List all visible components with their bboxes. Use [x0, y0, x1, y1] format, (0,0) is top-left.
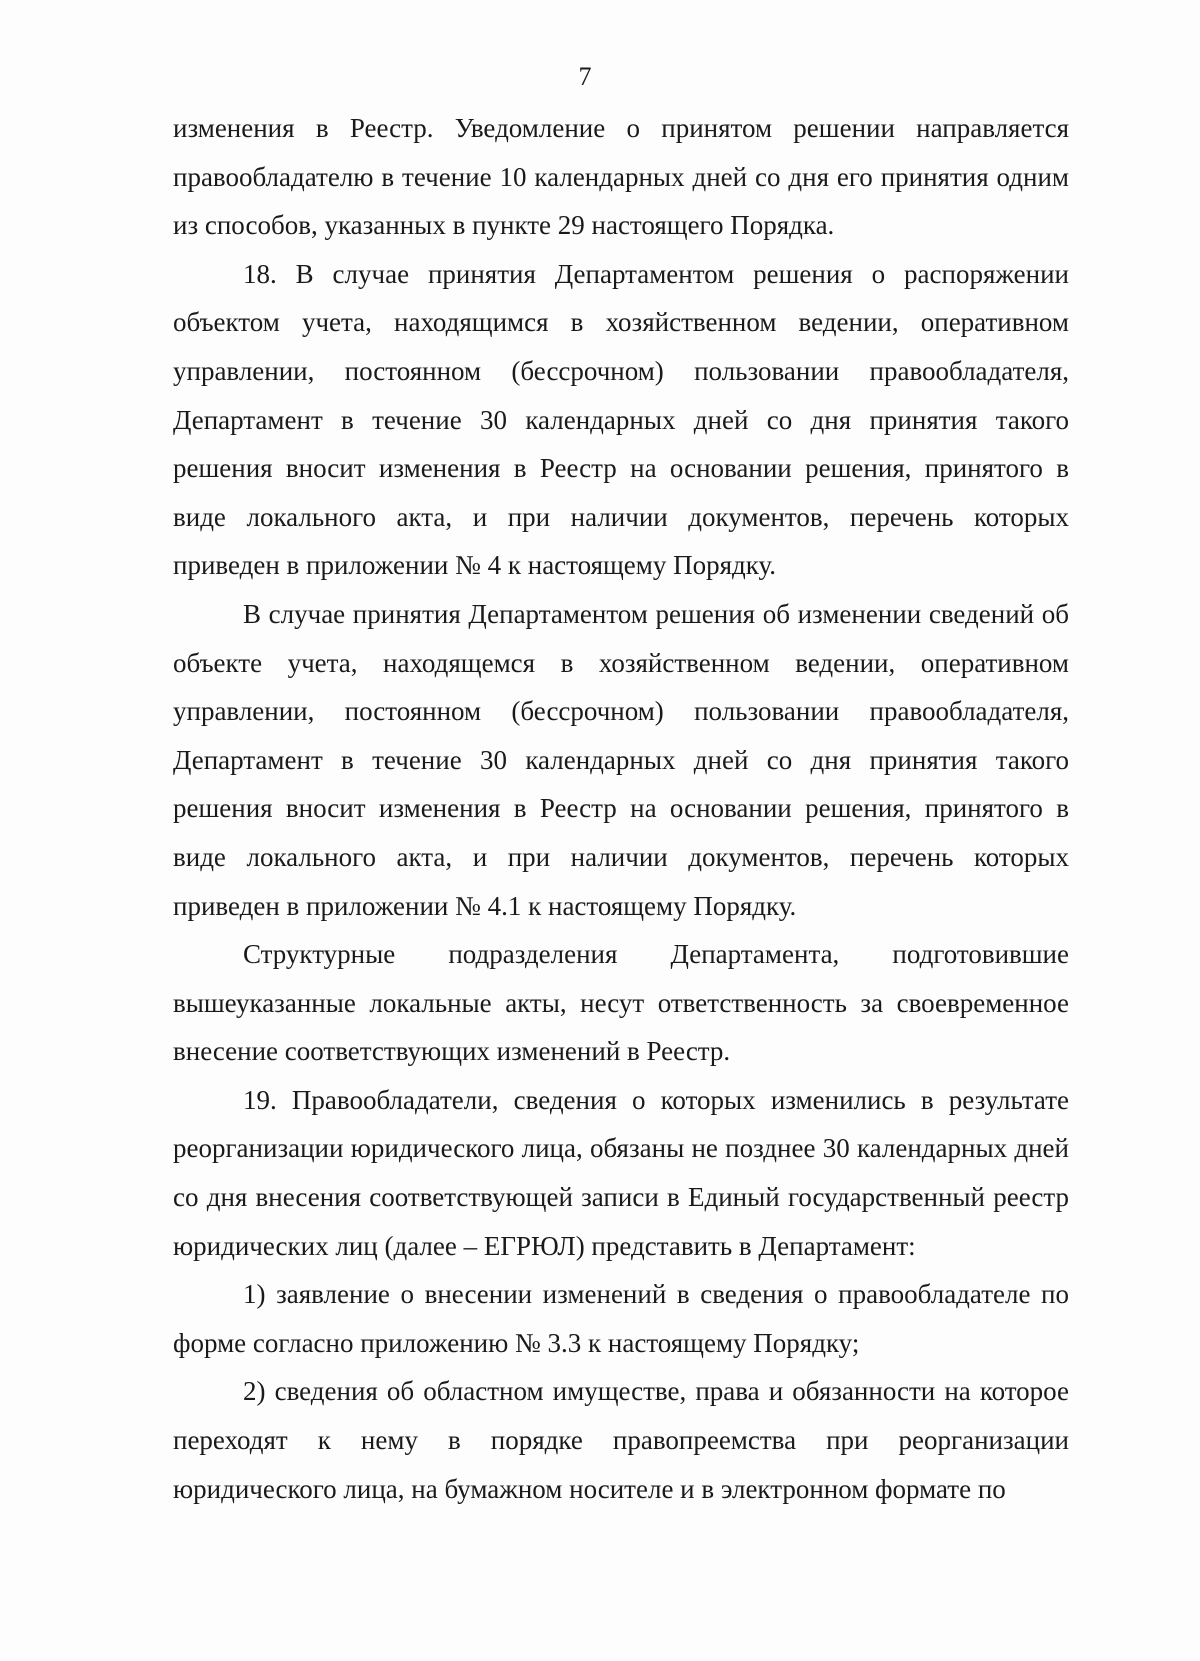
paragraph-continuation: изменения в Реестр. Уведомление о принятом решении направляется правообладателю в течение 10 календарных дней со дня его принятия одним из способов, указанных в пункте 29 настоящего Порядка. [173, 113, 1069, 241]
list-item-1: 1) заявление о внесении изменений в сведения о правообладателе по форме согласно приложению № 3.3 к настоящему Порядку; [173, 1279, 1069, 1358]
paragraph-change-info: В случае принятия Департаментом решения об изменении сведений об объекте учета, находящемся в хозяйственном ведении, оперативном управлении, постоянном (бессрочном) пользовании правообладателя, Департамент в течение 30 календарных дней со дня принятия такого решения вносит изменения в Реестр на основании решения, принятого в виде локального акта, и при наличии документов, перечень которых приведен в приложении № 4.1 к настоящему Порядку. [173, 598, 1069, 921]
paragraph-item-18: 18. В случае принятия Департаментом решения о распоряжении объектом учета, находящимся в хозяйственном ведении, оперативном управлении, постоянном (бессрочном) пользовании правообладателя, Департамент в течение 30 календарных дней со дня принятия такого решения вносит изменения в Реестр на основании решения, принятого в виде локального акта, и при наличии документов, перечень которых приведен в приложении № 4 к настоящему Порядку. [173, 258, 1069, 581]
page-number: 7 [578, 62, 592, 91]
paragraph-item-19: 19. Правообладатели, сведения о которых изменились в результате реорганизации юридического лица, обязаны не позднее 30 календарных дней со дня внесения соответствующей записи в Единый государственный реестр юридических лиц (далее – ЕГРЮЛ) представить в Департамент: [173, 1084, 1069, 1261]
list-item-2: 2) сведения об областном имуществе, права и обязанности на которое переходят к нему в порядке правопреемства при реорганизации юридического лица, на бумажном носителе и в электронном формате по [173, 1376, 1069, 1504]
paragraph-responsibility: Структурные подразделения Департамента, подготовившие вышеуказанные локальные акты, несут ответственность за своевременное внесение соответствующих изменений в Реестр. [173, 939, 1069, 1067]
document-body [173, 104, 1069, 1513]
